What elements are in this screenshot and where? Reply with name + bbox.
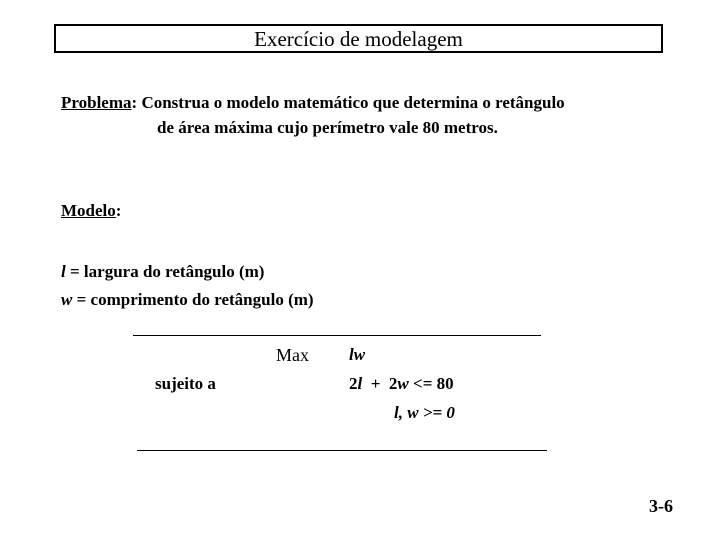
constraint-nonnegativity: l, w >= 0 — [394, 403, 455, 422]
top-divider — [133, 335, 541, 336]
c1-coef1: 2 — [349, 374, 358, 393]
page-number: 3-6 — [649, 496, 673, 516]
problem-line-1: Construa o modelo matemático que determina o retângulo — [137, 93, 565, 112]
constraint-perimeter — [349, 374, 454, 394]
problem-label: Problema — [61, 93, 132, 112]
definition-l-text: = largura do retângulo (m) — [65, 262, 265, 281]
c1-var1: l — [357, 374, 363, 393]
c1-rhs: <= 80 — [408, 374, 454, 393]
max-label: Max — [276, 345, 309, 365]
c1-var2: w — [397, 374, 409, 393]
definition-l — [61, 258, 314, 286]
model-heading — [61, 201, 121, 221]
objective-function: lw — [349, 345, 366, 364]
var-w: w — [61, 290, 73, 309]
model-colon: : — [115, 201, 122, 220]
subject-to-label: sujeito a — [155, 374, 216, 393]
c1-mid: + 2 — [362, 374, 398, 393]
bottom-divider — [137, 450, 547, 451]
problem-statement — [61, 90, 565, 140]
slide-title: Exercício de modelagem — [54, 24, 663, 53]
definition-w — [61, 286, 314, 314]
model-label: Modelo — [61, 201, 116, 220]
variable-definitions — [61, 258, 314, 314]
problem-colon: : — [131, 93, 138, 112]
definition-w-text: = comprimento do retângulo (m) — [72, 290, 314, 309]
var-l: l — [61, 262, 66, 281]
problem-line-2: de área máxima cujo perímetro vale 80 metros. — [157, 118, 498, 137]
